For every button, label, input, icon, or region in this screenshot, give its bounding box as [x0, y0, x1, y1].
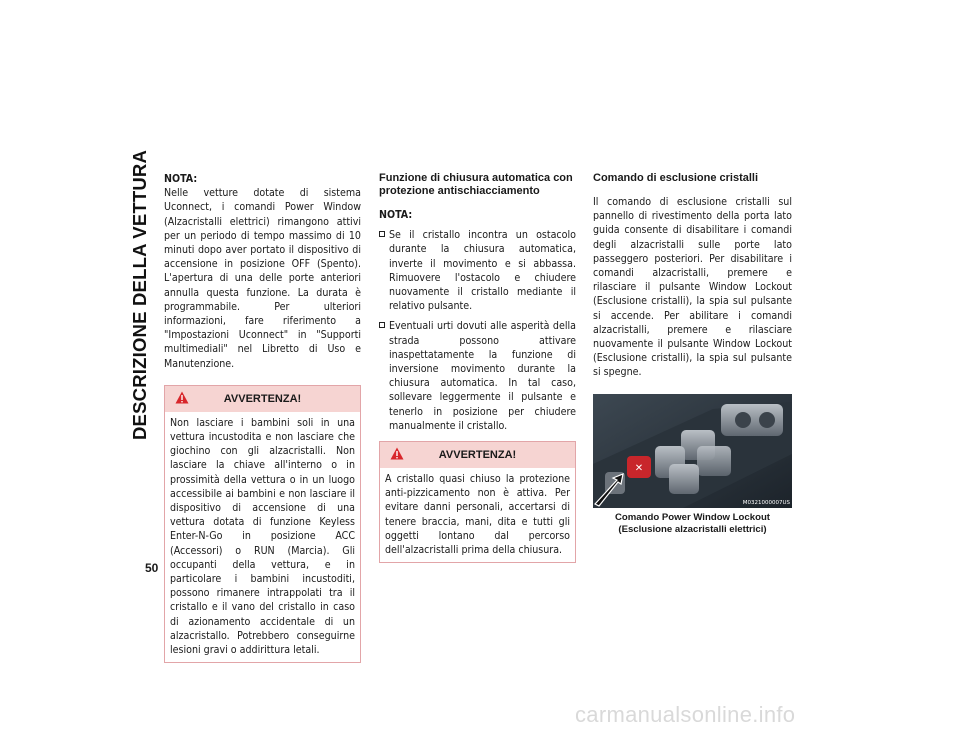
checkbox-bullet-icon: [379, 231, 385, 237]
column-3: [593, 172, 792, 536]
note-list: [379, 228, 576, 433]
warning-triangle-icon: [390, 447, 404, 460]
list-item: [379, 228, 576, 313]
section-heading: Funzione di chiusura automatica con protezione antischiacciamento: [379, 172, 573, 197]
warning-header: [380, 442, 575, 468]
warning-triangle-icon: [175, 391, 189, 404]
list-item: [379, 319, 576, 433]
nota-text: Nelle vetture dotate di sistema Uconnect, i comandi Power Window (Alzacristalli elettrici) rimangono attivi per un periodo di tempo massimo di 10 minuti dopo aver portato il dispositivo di accensione in posizione OFF (Spento). L'apertura di una delle porte anteriori annulla questa funzione. La durata è programmabile. Per ulteriori informazioni, fare riferimento a "Impostazioni Uconnect" in "Supporti multimediali" nel Libretto di Uso e Manutenzione.: [164, 187, 361, 370]
body-text: Il comando di esclusione cristalli sul pannello di rivestimento della porta lato guida consente di disabilitare i comandi degli alzacristalli sulle porte lato passeggero posteriori. Per disabilitare i comandi alzacristalli, premere e rilasciare il pulsante Window Lockout (Esclusione cristalli), la spia sul pulsante si accende. Per abilitare i comandi alzacristalli, premere e rilasciare nuovamente il pulsante Window Lockout (Esclusione cristalli), la spia sul pulsante si spegne.: [593, 196, 792, 379]
image-code: M0321000007US: [742, 499, 790, 506]
nota-label: NOTA:: [164, 173, 198, 185]
list-item-text: Se il cristallo incontra un ostacolo durante la chiusura automatica, inverte il movimento e si abbassa. Rimuovere l'ostacolo e chiudere nuovamente il cristallo mediante il relativo pulsante.: [389, 229, 576, 313]
warning-title: AVVERTENZA!: [223, 392, 302, 405]
svg-text:✕: ✕: [634, 462, 644, 474]
warning-box: [164, 385, 361, 663]
section-heading: Comando di esclusione cristalli: [593, 172, 759, 184]
nota-label: NOTA:: [379, 209, 413, 221]
column-1: [164, 172, 361, 663]
warning-text: Non lasciare i bambini soli in una vettura incustodita e non lasciare che giochino con gli alzacristalli. Non lasciare la chiave all'interno o in prossimità della vettura o in un luogo accessibile ai bambini e non lasciare il dispositivo di accensione di una vettura dotata di funzione Keyless Enter-N-Go in posizione ACC (Accessori) o RUN (Marcia). Gli occupanti della vettura, e in particolare i bambini incustoditi, possono rimanere intrappolati tra il cristallo e il vano del cristallo in caso di azionamento accidentale di un alzacristallo. Potrebbero conseguirne lesioni gravi o addirittura letali.: [170, 416, 355, 657]
window-switch-panel-image: [593, 394, 792, 508]
warning-title: AVVERTENZA!: [438, 449, 517, 462]
page-number: 50: [145, 561, 159, 575]
column-2: [379, 172, 576, 563]
warning-box: [379, 441, 576, 563]
watermark: carmanualsonline.info: [575, 702, 796, 727]
section-side-title: DESCRIZIONE DELLA VETTURA: [129, 149, 150, 440]
figure-caption: Comando Power Window Lockout (Esclusione alzacristalli elettrici): [614, 511, 770, 535]
checkbox-bullet-icon: [379, 322, 385, 328]
warning-header: [165, 386, 360, 412]
list-item-text: Eventuali urti dovuti alle asperità della strada possono attivare inaspettatamente la funzione di inversione movimento durante la chiusura automatica. In tal caso, sollevare leggermente il pulsante e tenerlo in posizione per chiudere manualmente il cristallo.: [389, 320, 576, 432]
warning-text: A cristallo quasi chiuso la protezione anti-pizzicamento non è attiva. Per evitare danni personali, accertarsi di tenere braccia, mani, dita e tutti gli oggetti lontano dal percorso dell'alzacristalli prima della chiusura.: [385, 473, 570, 557]
